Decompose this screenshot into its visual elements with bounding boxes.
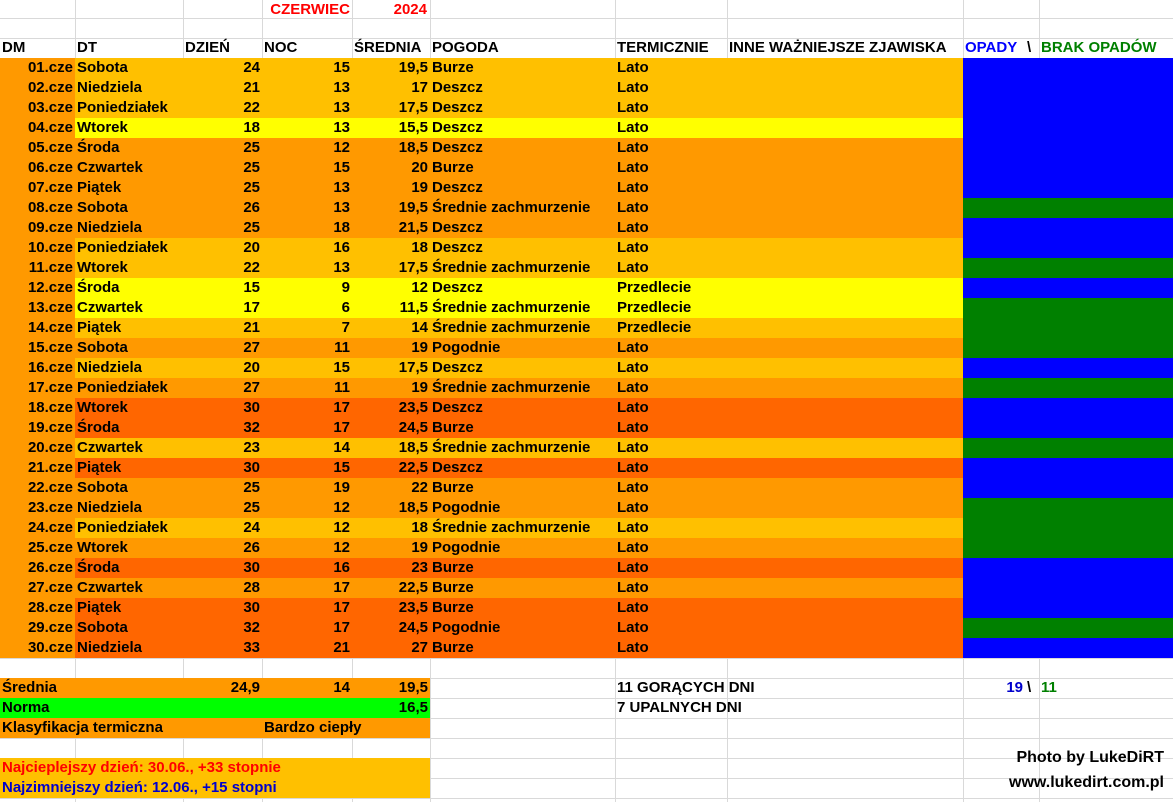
cell-weather[interactable]: Pogodnie bbox=[432, 619, 501, 636]
cell-weather[interactable]: Burze bbox=[432, 639, 474, 656]
cell-weather[interactable]: Deszcz bbox=[432, 359, 483, 376]
cell-dm[interactable]: 15.cze bbox=[27, 339, 73, 356]
cell-night[interactable]: 15 bbox=[333, 59, 350, 76]
coldest-day-note[interactable]: Najzimniejszy dzień: 12.06., +15 stopni bbox=[2, 779, 277, 796]
cell-thermal[interactable]: Lato bbox=[617, 119, 649, 136]
cell-dm[interactable]: 04.cze bbox=[27, 119, 73, 136]
cell-night[interactable]: 15 bbox=[333, 359, 350, 376]
heat-days-count[interactable]: 7 UPALNYCH DNI bbox=[617, 699, 742, 716]
cell-night[interactable]: 9 bbox=[341, 279, 350, 296]
cell-night[interactable]: 17 bbox=[333, 399, 350, 416]
rain-marker[interactable] bbox=[963, 138, 1173, 158]
dry-marker[interactable] bbox=[963, 198, 1173, 218]
cell-weather[interactable]: Burze bbox=[432, 579, 474, 596]
dry-marker[interactable] bbox=[963, 498, 1173, 518]
grid-hline bbox=[0, 738, 1173, 739]
cell-weather[interactable]: Burze bbox=[432, 59, 474, 76]
cell-weather[interactable]: Deszcz bbox=[432, 99, 483, 116]
cell-day[interactable]: 21 bbox=[243, 79, 260, 96]
year-title: 2024 bbox=[393, 1, 427, 18]
cell-dm[interactable]: 28.cze bbox=[27, 599, 73, 616]
cell-night[interactable]: 13 bbox=[333, 259, 350, 276]
website-credit: www.lukedirt.com.pl bbox=[1009, 774, 1164, 791]
cell-dt[interactable]: Wtorek bbox=[77, 399, 128, 416]
photo-credit: Photo by LukeDiRT bbox=[1016, 749, 1164, 766]
cell-thermal[interactable]: Lato bbox=[617, 159, 649, 176]
cell-weather[interactable]: Deszcz bbox=[432, 119, 483, 136]
cell-night[interactable]: 12 bbox=[333, 539, 350, 556]
cell-dm[interactable]: 24.cze bbox=[27, 519, 73, 536]
cell-avg[interactable]: 15,5 bbox=[398, 119, 428, 136]
cell-thermal[interactable]: Lato bbox=[617, 219, 649, 236]
header-dt[interactable]: DT bbox=[77, 39, 97, 56]
cell-weather[interactable]: Deszcz bbox=[432, 139, 483, 156]
cell-day[interactable]: 20 bbox=[243, 239, 260, 256]
cell-dt[interactable]: Czwartek bbox=[77, 579, 143, 596]
cell-dm[interactable]: 03.cze bbox=[27, 99, 73, 116]
cell-dt[interactable]: Sobota bbox=[77, 619, 128, 636]
cell-avg[interactable]: 17,5 bbox=[398, 99, 428, 116]
cell-thermal[interactable]: Lato bbox=[617, 339, 649, 356]
cell-day[interactable]: 17 bbox=[243, 299, 260, 316]
cell-dt[interactable]: Czwartek bbox=[77, 439, 143, 456]
cell-dt[interactable]: Niedziela bbox=[77, 359, 143, 376]
cell-weather[interactable]: Burze bbox=[432, 159, 474, 176]
cell-dt[interactable]: Czwartek bbox=[77, 299, 143, 316]
cell-thermal[interactable]: Lato bbox=[617, 559, 649, 576]
cell-weather[interactable]: Burze bbox=[432, 479, 474, 496]
cell-day[interactable]: 28 bbox=[243, 579, 260, 596]
cell-avg[interactable]: 17 bbox=[411, 79, 428, 96]
cell-dm[interactable]: 13.cze bbox=[27, 299, 73, 316]
cell-dt[interactable]: Poniedziałek bbox=[77, 99, 168, 116]
cell-thermal[interactable]: Lato bbox=[617, 99, 649, 116]
dry-marker[interactable] bbox=[963, 378, 1173, 398]
cell-thermal[interactable]: Lato bbox=[617, 479, 649, 496]
cell-thermal[interactable]: Lato bbox=[617, 619, 649, 636]
cell-weather[interactable]: Średnie zachmurzenie bbox=[432, 319, 591, 336]
cell-day[interactable]: 22 bbox=[243, 99, 260, 116]
cell-night[interactable]: 16 bbox=[333, 559, 350, 576]
cell-weather[interactable]: Burze bbox=[432, 419, 474, 436]
rain-days-count[interactable]: 19 bbox=[1006, 679, 1023, 696]
dry-marker[interactable] bbox=[963, 618, 1173, 638]
cell-night[interactable]: 13 bbox=[333, 119, 350, 136]
header-weather[interactable]: POGODA bbox=[432, 39, 499, 56]
cell-dt[interactable]: Poniedziałek bbox=[77, 519, 168, 536]
cell-dt[interactable]: Poniedziałek bbox=[77, 239, 168, 256]
rain-marker[interactable] bbox=[963, 98, 1173, 118]
cell-day[interactable]: 26 bbox=[243, 539, 260, 556]
cell-night[interactable]: 18 bbox=[333, 219, 350, 236]
cell-weather[interactable]: Pogodnie bbox=[432, 499, 501, 516]
dry-marker[interactable] bbox=[963, 258, 1173, 278]
cell-thermal[interactable]: Lato bbox=[617, 399, 649, 416]
cell-night[interactable]: 12 bbox=[333, 499, 350, 516]
cell-avg[interactable]: 23,5 bbox=[398, 599, 428, 616]
cell-avg[interactable]: 23,5 bbox=[398, 399, 428, 416]
rain-marker[interactable] bbox=[963, 598, 1173, 618]
cell-weather[interactable]: Średnie zachmurzenie bbox=[432, 439, 591, 456]
cell-day[interactable]: 22 bbox=[243, 259, 260, 276]
cell-weather[interactable]: Burze bbox=[432, 559, 474, 576]
cell-dt[interactable]: Niedziela bbox=[77, 219, 143, 236]
cell-day[interactable]: 30 bbox=[243, 559, 260, 576]
cell-day[interactable]: 25 bbox=[243, 219, 260, 236]
cell-dm[interactable]: 07.cze bbox=[27, 179, 73, 196]
cell-dt[interactable]: Niedziela bbox=[77, 499, 143, 516]
cell-thermal[interactable]: Lato bbox=[617, 599, 649, 616]
cell-dt[interactable]: Wtorek bbox=[77, 119, 128, 136]
cell-night[interactable]: 11 bbox=[334, 379, 350, 396]
dry-marker[interactable] bbox=[963, 338, 1173, 358]
dry-marker[interactable] bbox=[963, 438, 1173, 458]
header-night[interactable]: NOC bbox=[264, 39, 298, 56]
cell-dm[interactable]: 05.cze bbox=[27, 139, 73, 156]
cell-dm[interactable]: 16.cze bbox=[27, 359, 73, 376]
cell-dt[interactable]: Sobota bbox=[77, 59, 128, 76]
cell-dt[interactable]: Środa bbox=[77, 139, 120, 156]
rain-marker[interactable] bbox=[963, 398, 1173, 418]
cell-thermal[interactable]: Lato bbox=[617, 519, 649, 536]
cell-day[interactable]: 24 bbox=[243, 59, 260, 76]
summary-avg-day[interactable]: 24,9 bbox=[230, 679, 260, 696]
cell-night[interactable]: 13 bbox=[333, 199, 350, 216]
rain-marker[interactable] bbox=[963, 118, 1173, 138]
cell-dt[interactable]: Niedziela bbox=[77, 79, 143, 96]
cell-dm[interactable]: 18.cze bbox=[27, 399, 73, 416]
cell-day[interactable]: 21 bbox=[243, 319, 260, 336]
cell-avg[interactable]: 18 bbox=[411, 519, 428, 536]
cell-day[interactable]: 23 bbox=[243, 439, 260, 456]
cell-thermal[interactable]: Lato bbox=[617, 539, 649, 556]
cell-dm[interactable]: 17.cze bbox=[27, 379, 73, 396]
cell-day[interactable]: 25 bbox=[243, 179, 260, 196]
cell-avg[interactable]: 22,5 bbox=[398, 459, 428, 476]
cell-dt[interactable]: Piątek bbox=[77, 179, 122, 196]
header-avg[interactable]: ŚREDNIA bbox=[354, 39, 422, 56]
cell-day[interactable]: 25 bbox=[243, 479, 260, 496]
cell-day[interactable]: 30 bbox=[243, 599, 260, 616]
month-title: CZERWIEC bbox=[270, 1, 350, 18]
cell-day[interactable]: 33 bbox=[243, 639, 260, 656]
cell-avg[interactable]: 18,5 bbox=[398, 439, 428, 456]
cell-day[interactable]: 26 bbox=[243, 199, 260, 216]
cell-day[interactable]: 25 bbox=[243, 159, 260, 176]
cell-weather[interactable]: Deszcz bbox=[432, 79, 483, 96]
cell-avg[interactable]: 19,5 bbox=[398, 199, 428, 216]
cell-weather[interactable]: Średnie zachmurzenie bbox=[432, 379, 591, 396]
header-phenomena[interactable]: INNE WAŻNIEJSZE ZJAWISKA bbox=[729, 39, 947, 56]
cell-day[interactable]: 30 bbox=[243, 459, 260, 476]
cell-avg[interactable]: 24,5 bbox=[398, 419, 428, 436]
cell-thermal[interactable]: Lato bbox=[617, 199, 649, 216]
cell-weather[interactable]: Deszcz bbox=[432, 459, 483, 476]
cell-avg[interactable]: 12 bbox=[411, 279, 428, 296]
cell-dt[interactable]: Poniedziałek bbox=[77, 379, 168, 396]
summary-avg-label[interactable]: Średnia bbox=[2, 679, 58, 696]
cell-avg[interactable]: 24,5 bbox=[398, 619, 428, 636]
rain-marker[interactable] bbox=[963, 238, 1173, 258]
cell-thermal[interactable]: Lato bbox=[617, 499, 649, 516]
cell-day[interactable]: 24 bbox=[243, 519, 260, 536]
cell-avg[interactable]: 11,5 bbox=[399, 299, 428, 316]
cell-day[interactable]: 18 bbox=[243, 119, 260, 136]
cell-dm[interactable]: 02.cze bbox=[27, 79, 73, 96]
cell-thermal[interactable]: Lato bbox=[617, 579, 649, 596]
cell-weather[interactable]: Deszcz bbox=[432, 179, 483, 196]
cell-weather[interactable]: Pogodnie bbox=[432, 339, 501, 356]
cell-thermal[interactable]: Przedlecie bbox=[617, 279, 692, 296]
cell-dm[interactable]: 25.cze bbox=[27, 539, 73, 556]
header-rain[interactable]: OPADY bbox=[965, 39, 1018, 56]
cell-dm[interactable]: 27.cze bbox=[27, 579, 73, 596]
dry-days-count[interactable]: 11 bbox=[1041, 679, 1057, 696]
header-thermal[interactable]: TERMICZNIE bbox=[617, 39, 709, 56]
rain-marker[interactable] bbox=[963, 158, 1173, 178]
cell-night[interactable]: 17 bbox=[333, 579, 350, 596]
summary-avg-night[interactable]: 14 bbox=[333, 679, 350, 696]
cell-weather[interactable]: Deszcz bbox=[432, 399, 483, 416]
cell-dm[interactable]: 14.cze bbox=[27, 319, 73, 336]
cell-dt[interactable]: Piątek bbox=[77, 319, 122, 336]
cell-dm[interactable]: 30.cze bbox=[27, 639, 73, 656]
rain-marker[interactable] bbox=[963, 58, 1173, 78]
cell-thermal[interactable]: Lato bbox=[617, 79, 649, 96]
cell-dt[interactable]: Niedziela bbox=[77, 639, 143, 656]
cell-avg[interactable]: 22 bbox=[411, 479, 428, 496]
cell-dt[interactable]: Sobota bbox=[77, 339, 128, 356]
cell-avg[interactable]: 21,5 bbox=[398, 219, 428, 236]
grid-hline bbox=[0, 658, 1173, 659]
cell-dm[interactable]: 11.cze bbox=[28, 259, 73, 276]
cell-dt[interactable]: Czwartek bbox=[77, 159, 143, 176]
cell-thermal[interactable]: Lato bbox=[617, 179, 649, 196]
cell-night[interactable]: 11 bbox=[334, 339, 350, 356]
cell-thermal[interactable]: Lato bbox=[617, 359, 649, 376]
cell-night[interactable]: 14 bbox=[333, 439, 350, 456]
cell-day[interactable]: 25 bbox=[243, 139, 260, 156]
cell-night[interactable]: 12 bbox=[333, 519, 350, 536]
cell-avg[interactable]: 19,5 bbox=[398, 59, 428, 76]
cell-avg[interactable]: 20 bbox=[411, 159, 428, 176]
rain-marker[interactable] bbox=[963, 578, 1173, 598]
warmest-day-note[interactable]: Najcieplejszy dzień: 30.06., +33 stopnie bbox=[2, 759, 281, 776]
cell-dt[interactable]: Wtorek bbox=[77, 539, 128, 556]
cell-weather[interactable]: Deszcz bbox=[432, 279, 483, 296]
summary-avg-mean[interactable]: 19,5 bbox=[398, 679, 428, 696]
cell-avg[interactable]: 18 bbox=[411, 239, 428, 256]
cell-dt[interactable]: Wtorek bbox=[77, 259, 128, 276]
cell-thermal[interactable]: Lato bbox=[617, 139, 649, 156]
header-day[interactable]: DZIEŃ bbox=[185, 39, 230, 56]
header-separator: \ bbox=[1027, 39, 1032, 56]
cell-weather[interactable]: Średnie zachmurzenie bbox=[432, 199, 591, 216]
cell-weather[interactable]: Pogodnie bbox=[432, 539, 501, 556]
cell-weather[interactable]: Średnie zachmurzenie bbox=[432, 259, 591, 276]
cell-night[interactable]: 17 bbox=[333, 419, 350, 436]
cell-avg[interactable]: 17,5 bbox=[398, 359, 428, 376]
summary-norm-value[interactable]: 16,5 bbox=[398, 699, 428, 716]
cell-dm[interactable]: 29.cze bbox=[27, 619, 73, 636]
cell-dt[interactable]: Środa bbox=[77, 559, 120, 576]
cell-night[interactable]: 7 bbox=[341, 319, 350, 336]
cell-night[interactable]: 15 bbox=[333, 159, 350, 176]
cell-avg[interactable]: 19 bbox=[411, 339, 428, 356]
cell-weather[interactable]: Deszcz bbox=[432, 219, 483, 236]
cell-day[interactable]: 30 bbox=[243, 399, 260, 416]
hot-days-count[interactable]: 11 GORĄCYCH DNI bbox=[617, 679, 755, 696]
summary-separator: \ bbox=[1027, 679, 1032, 696]
cell-thermal[interactable]: Lato bbox=[617, 259, 649, 276]
cell-avg[interactable]: 17,5 bbox=[398, 259, 428, 276]
cell-thermal[interactable]: Lato bbox=[617, 239, 649, 256]
rain-marker[interactable] bbox=[963, 478, 1173, 498]
cell-avg[interactable]: 19 bbox=[411, 539, 428, 556]
cell-dm[interactable]: 21.cze bbox=[27, 459, 73, 476]
dry-marker[interactable] bbox=[963, 518, 1173, 538]
cell-day[interactable]: 27 bbox=[243, 339, 260, 356]
header-dm[interactable]: DM bbox=[2, 39, 26, 56]
cell-night[interactable]: 19 bbox=[333, 479, 350, 496]
cell-dt[interactable]: Środa bbox=[77, 279, 120, 296]
rain-marker[interactable] bbox=[963, 458, 1173, 478]
cell-night[interactable]: 21 bbox=[333, 639, 350, 656]
cell-dt[interactable]: Piątek bbox=[77, 459, 122, 476]
header-dry[interactable]: BRAK OPADÓW bbox=[1041, 39, 1157, 56]
cell-thermal[interactable]: Lato bbox=[617, 439, 649, 456]
cell-dt[interactable]: Sobota bbox=[77, 479, 128, 496]
cell-avg[interactable]: 23 bbox=[411, 559, 428, 576]
cell-dm[interactable]: 01.cze bbox=[27, 59, 73, 76]
rain-marker[interactable] bbox=[963, 178, 1173, 198]
cell-night[interactable]: 13 bbox=[333, 179, 350, 196]
rain-marker[interactable] bbox=[963, 78, 1173, 98]
cell-day[interactable]: 20 bbox=[243, 359, 260, 376]
cell-day[interactable]: 27 bbox=[243, 379, 260, 396]
dry-marker[interactable] bbox=[963, 538, 1173, 558]
cell-avg[interactable]: 18,5 bbox=[398, 139, 428, 156]
cell-dm[interactable]: 20.cze bbox=[27, 439, 73, 456]
rain-marker[interactable] bbox=[963, 358, 1173, 378]
rain-marker[interactable] bbox=[963, 218, 1173, 238]
cell-weather[interactable]: Średnie zachmurzenie bbox=[432, 519, 591, 536]
cell-dm[interactable]: 10.cze bbox=[27, 239, 73, 256]
cell-night[interactable]: 13 bbox=[333, 79, 350, 96]
cell-dm[interactable]: 23.cze bbox=[27, 499, 73, 516]
cell-weather[interactable]: Deszcz bbox=[432, 239, 483, 256]
cell-night[interactable]: 6 bbox=[341, 299, 350, 316]
cell-day[interactable]: 32 bbox=[243, 619, 260, 636]
cell-dt[interactable]: Środa bbox=[77, 419, 120, 436]
cell-dm[interactable]: 12.cze bbox=[27, 279, 73, 296]
cell-avg[interactable]: 19 bbox=[411, 179, 428, 196]
cell-thermal[interactable]: Lato bbox=[617, 59, 649, 76]
cell-avg[interactable]: 14 bbox=[411, 319, 428, 336]
cell-weather[interactable]: Średnie zachmurzenie bbox=[432, 299, 591, 316]
cell-thermal[interactable]: Lato bbox=[617, 379, 649, 396]
cell-avg[interactable]: 18,5 bbox=[398, 499, 428, 516]
cell-night[interactable]: 15 bbox=[333, 459, 350, 476]
cell-dt[interactable]: Piątek bbox=[77, 599, 122, 616]
cell-night[interactable]: 12 bbox=[333, 139, 350, 156]
cell-day[interactable]: 25 bbox=[243, 499, 260, 516]
summary-class-value[interactable]: Bardzo ciepły bbox=[264, 719, 362, 736]
cell-day[interactable]: 15 bbox=[243, 279, 260, 296]
cell-dm[interactable]: 19.cze bbox=[27, 419, 73, 436]
dry-marker[interactable] bbox=[963, 298, 1173, 318]
cell-thermal[interactable]: Lato bbox=[617, 459, 649, 476]
cell-night[interactable]: 13 bbox=[333, 99, 350, 116]
grid-hline bbox=[0, 18, 1173, 19]
cell-dm[interactable]: 08.cze bbox=[27, 199, 73, 216]
rain-marker[interactable] bbox=[963, 638, 1173, 658]
cell-avg[interactable]: 27 bbox=[411, 639, 428, 656]
cell-thermal[interactable]: Lato bbox=[617, 419, 649, 436]
cell-night[interactable]: 17 bbox=[333, 619, 350, 636]
cell-dm[interactable]: 06.cze bbox=[27, 159, 73, 176]
rain-marker[interactable] bbox=[963, 558, 1173, 578]
rain-marker[interactable] bbox=[963, 418, 1173, 438]
cell-dm[interactable]: 09.cze bbox=[27, 219, 73, 236]
cell-day[interactable]: 32 bbox=[243, 419, 260, 436]
rain-marker[interactable] bbox=[963, 278, 1173, 298]
cell-night[interactable]: 17 bbox=[333, 599, 350, 616]
cell-avg[interactable]: 19 bbox=[411, 379, 428, 396]
cell-night[interactable]: 16 bbox=[333, 239, 350, 256]
grid-hline bbox=[0, 798, 1173, 799]
cell-thermal[interactable]: Lato bbox=[617, 639, 649, 656]
cell-dm[interactable]: 26.cze bbox=[27, 559, 73, 576]
cell-weather[interactable]: Burze bbox=[432, 599, 474, 616]
cell-dm[interactable]: 22.cze bbox=[27, 479, 73, 496]
cell-dt[interactable]: Sobota bbox=[77, 199, 128, 216]
cell-thermal[interactable]: Przedlecie bbox=[617, 299, 692, 316]
cell-thermal[interactable]: Przedlecie bbox=[617, 319, 692, 336]
summary-class-label[interactable]: Klasyfikacja termiczna bbox=[2, 719, 163, 736]
cell-avg[interactable]: 22,5 bbox=[398, 579, 428, 596]
dry-marker[interactable] bbox=[963, 318, 1173, 338]
summary-norm-label[interactable]: Norma bbox=[2, 699, 50, 716]
